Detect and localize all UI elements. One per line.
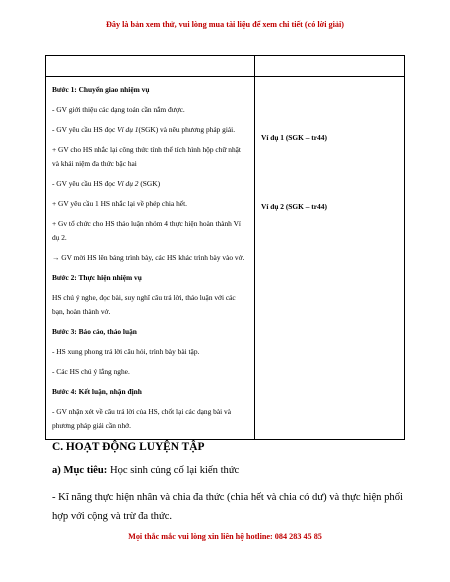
example-2-label: Ví dụ 2 (SGK – tr44) — [261, 202, 327, 211]
product-cell — [255, 77, 405, 440]
step2-text: HS chú ý nghe, đọc bài, suy nghĩ câu trả lời, thảo luận với các bạn, hoàn thành vở. — [52, 293, 236, 316]
step3-title: Bước 3: Báo cáo, thảo luận — [52, 327, 137, 336]
table-empty-cell-right — [255, 56, 405, 77]
step1-item: - GV yêu cầu HS đọc Ví dụ 2 (SGK) — [52, 179, 161, 188]
step1-item: + GV cho HS nhắc lại công thức tính thể tích hình hộp chữ nhật và khái niệm đa thức bậc hai — [52, 145, 241, 168]
step1-item: - GV giới thiệu các dạng toán cần nắm được. — [52, 105, 185, 114]
skills-bullet: - Kĩ năng thực hiện nhân và chia đa thức (chia hết và chia có dư) và thực hiện phối hợp với cộng và trừ đa thức. — [52, 492, 403, 522]
step4-text: - GV nhận xét về câu trả lời của HS, chốt lại các dạng bài và phương pháp giải cần nhớ. — [52, 407, 232, 430]
step1-item: → GV mời HS lên bảng trình bày, các HS khác trình bày vào vở. — [52, 253, 245, 262]
table-empty-cell-left — [46, 56, 255, 77]
step2-title: Bước 2: Thực hiện nhiệm vụ — [52, 273, 142, 282]
footer-notice: Mọi thắc mắc vui lòng xin liên hệ hotline: 084 283 45 85 — [128, 532, 322, 541]
objective-text: Học sinh củng cố lại kiến thức — [107, 465, 240, 476]
activity-table — [45, 55, 405, 440]
section-title: C. HOẠT ĐỘNG LUYỆN TẬP — [52, 441, 205, 453]
table-row — [46, 77, 405, 440]
objective-line — [52, 465, 239, 476]
step4-title: Bước 4: Kết luận, nhận định — [52, 387, 142, 396]
step1-item: + Gv tổ chức cho HS thảo luận nhóm 4 thực hiện hoàn thành Ví dụ 2. — [52, 219, 241, 242]
table-header-row — [46, 56, 405, 77]
teacher-student-activities-cell — [46, 77, 255, 440]
step1-item: + GV yêu cầu 1 HS nhắc lại về phép chia hết. — [52, 199, 187, 208]
objective-label: a) Mục tiêu: — [52, 465, 108, 476]
step1-item: - GV yêu cầu HS đọc Ví dụ 1(SGK) và nêu phương pháp giải. — [52, 125, 236, 134]
step3-item: - Các HS chú ý lắng nghe. — [52, 367, 130, 376]
example-1-label: Ví dụ 1 (SGK – tr44) — [261, 133, 327, 142]
step3-item: - HS xung phong trả lời câu hỏi, trình bày bài tập. — [52, 347, 200, 356]
step1-title: Bước 1: Chuyển giao nhiệm vụ — [52, 85, 150, 94]
header-notice: Đây là bản xem thử, vui lòng mua tài liệu để xem chi tiết (có lời giải) — [105, 20, 344, 29]
